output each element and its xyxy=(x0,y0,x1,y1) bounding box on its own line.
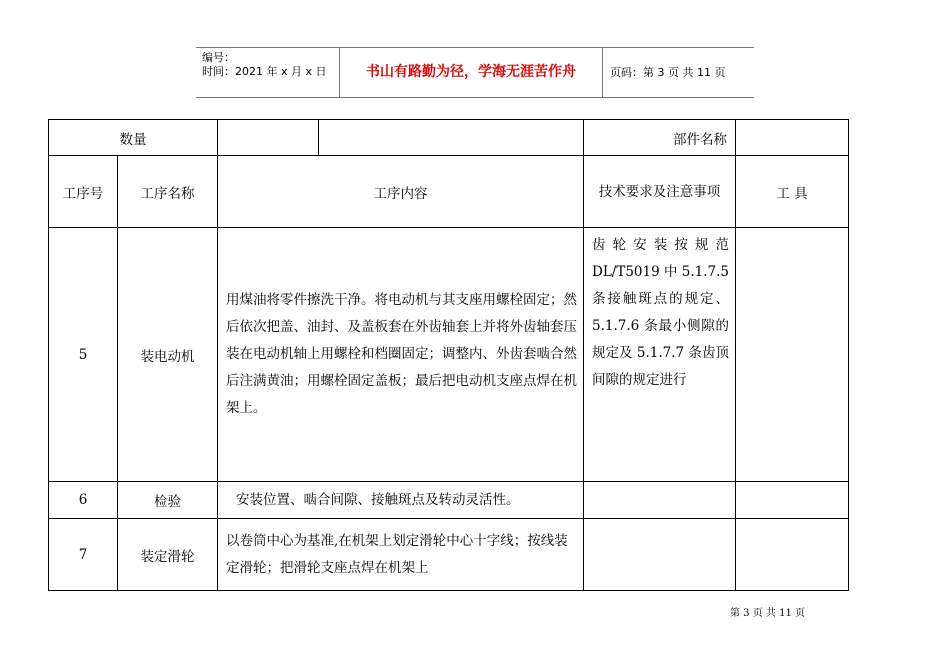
number-label: 编号： xyxy=(202,51,235,64)
seq-cell: 7 xyxy=(49,519,118,591)
footer-page-number: 第 3 页 共 11 页 xyxy=(730,608,805,619)
tech-cell xyxy=(584,519,736,591)
header-tech: 技术要求及注意事项 xyxy=(584,156,736,228)
header-content: 工序内容 xyxy=(218,156,584,228)
motto-text: 书山有路勤为径，学海无涯苦作舟 xyxy=(339,48,603,97)
table-row xyxy=(49,228,849,482)
content-cell: 安装位置、啮合间隙、接触斑点及转动灵活性。 xyxy=(218,482,584,519)
name-cell: 装定滑轮 xyxy=(118,519,218,591)
page-header xyxy=(196,47,754,98)
tech-cell: 齿轮安装按规范 DL/T5019 中 5.1.7.5 条接触斑点的规定、5.1.7.6 条最小侧隙的规定及 5.1.7.7 条齿顶间隙的规定进行 xyxy=(584,228,736,482)
header-info-cell xyxy=(196,48,339,97)
seq-cell: 5 xyxy=(49,228,118,482)
qty-label: 数量 xyxy=(49,120,218,156)
tools-cell xyxy=(736,482,849,519)
content-cell: 用煤油将零件擦洗干净。将电动机与其支座用螺栓固定；然后依次把盖、油封、及盖板套在外齿轴套上并将外齿轴套压装在电动机轴上用螺栓和档圈固定；调整内、外齿套啮合然后注满黄油；用螺栓固定盖板；最后把电动机支座点焊在机架上。 xyxy=(218,228,584,482)
table-row xyxy=(49,519,849,591)
tools-cell xyxy=(736,519,849,591)
tech-cell xyxy=(584,482,736,519)
date-text: 时间：2021 年 x 月 x 日 xyxy=(202,65,327,78)
content-cell: 以卷筒中心为基准,在机架上划定滑轮中心十字线；按线装定滑轮；把滑轮支座点焊在机架上 xyxy=(218,519,584,591)
header-tools: 工 具 xyxy=(736,156,849,228)
table-row xyxy=(49,482,849,519)
part-name-value-cell xyxy=(736,120,849,156)
header-seq: 工序号 xyxy=(49,156,118,228)
name-cell: 装电动机 xyxy=(118,228,218,482)
qty-value-cell xyxy=(218,120,319,156)
header-page-number: 页码：第 3 页 共 11 页 xyxy=(610,66,726,79)
seq-cell: 6 xyxy=(49,482,118,519)
table-header-row xyxy=(49,156,849,228)
table-row xyxy=(49,120,849,156)
process-table xyxy=(48,119,849,591)
blank-cell xyxy=(319,120,584,156)
tools-cell xyxy=(736,228,849,482)
part-name-label: 部件名称 xyxy=(584,120,736,156)
header-name: 工序名称 xyxy=(118,156,218,228)
name-cell: 检验 xyxy=(118,482,218,519)
